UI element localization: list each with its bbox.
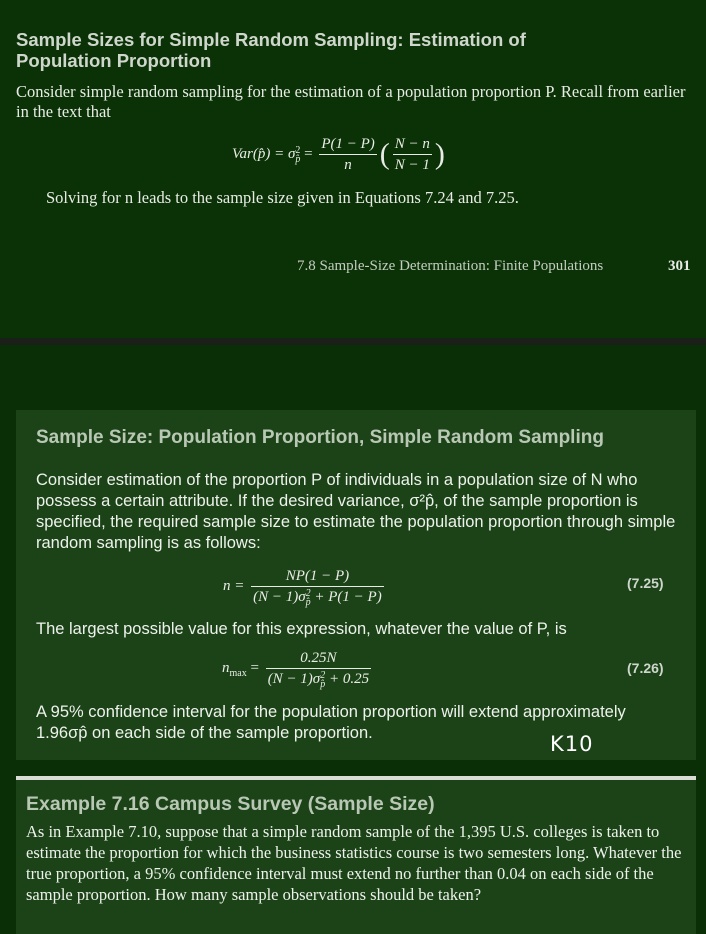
eq726-denominator (266, 669, 371, 689)
eq725-numerator: NP(1 − P) (251, 566, 384, 587)
eq726-numerator: 0.25N (266, 648, 371, 669)
running-head: 7.8 Sample-Size Determination: Finite Populations (297, 258, 604, 274)
eq726-equals: = (250, 659, 259, 676)
eq726-lhs-sub: max (229, 667, 247, 679)
variance-numerator: P(1 − P) (319, 134, 376, 155)
example-title: Example 7.16 Campus Survey (Sample Size) (26, 793, 435, 815)
eq725-lhs: n = (223, 577, 245, 594)
correction-factor (393, 134, 432, 175)
eq725-sigma-scripts: 2 p̂ (305, 587, 311, 608)
top-page (0, 0, 706, 338)
eq726-fraction (266, 648, 371, 689)
variance-lhs: Var(p̂) = σ (232, 145, 296, 162)
largest-value-text: The largest possible value for this expression, whatever the value of P, is (36, 620, 567, 638)
equation-7-25 (223, 566, 387, 607)
example-body: As in Example 7.10, suppose that a simple random sample of the 1,395 U.S. colleges is taken to estimate the proportion for which the business statistics course is two semesters long. Whatever the true proportion, a 95% confidence interval must extend no further than 0.04 on each side of the sample proportion. How many sample observations should be taken? (26, 822, 682, 904)
eq726-sigma-scripts: 2 p̂ (320, 669, 326, 690)
variance-denominator: n (344, 157, 352, 173)
confidence-interval-text: A 95% confidence interval for the population proportion will extend approximately 1.96σp̂ on each side of the sample proportion. (36, 703, 626, 742)
eq726-den-b: + 0.25 (328, 671, 370, 687)
solving-text: Solving for n leads to the sample size given in Equations 7.24 and 7.25. (46, 188, 519, 207)
eq726-den-a: (N − 1)σ (267, 671, 321, 687)
example-box (16, 780, 696, 934)
equation-7-26 (222, 648, 374, 689)
variance-fraction (319, 134, 376, 175)
left-paren: ( (379, 137, 390, 171)
section-title: Sample Sizes for Simple Random Sampling: Estimation of Population Proportion (16, 29, 526, 71)
factor-denominator: N − 1 (394, 157, 430, 173)
definition-box (16, 410, 696, 760)
eq725-denominator (251, 587, 384, 607)
intro-paragraph: Consider simple random sampling for the estimation of a population proportion P. Recall from earlier in the text that (16, 82, 686, 121)
equation-number-7-26: (7.26) (627, 660, 664, 676)
handwritten-note: K10 (550, 732, 594, 756)
eq725-den-a: (N − 1)σ (253, 589, 306, 605)
eq726-lhs: n (222, 659, 230, 676)
definition-title: Sample Size: Population Proportion, Simple Random Sampling (36, 427, 604, 448)
page-divider (0, 338, 706, 345)
variance-equation: Var(p̂) = σ 2 p̂ = $\frac{P(1 - P)}{n}$ ( $\frac{N - n}{N - 1}$ ) (232, 136, 445, 173)
eq725-den-b: + P(1 − P) (314, 589, 382, 605)
factor-numerator: N − n (393, 134, 432, 155)
definition-body: Consider estimation of the proportion P of individuals in a population size of N who possess a certain attribute. If the desired variance, σ²p̂, of the sample proportion is specified, the required sample size to estimate the population proportion through simple random sampling is as follows: (36, 471, 676, 552)
eq725-fraction (251, 566, 384, 607)
right-paren: ) (434, 137, 445, 171)
sigma-scripts: 2 p̂ (295, 144, 301, 165)
page-number: 301 (668, 258, 691, 274)
equation-number-7-25: (7.25) (627, 575, 664, 591)
